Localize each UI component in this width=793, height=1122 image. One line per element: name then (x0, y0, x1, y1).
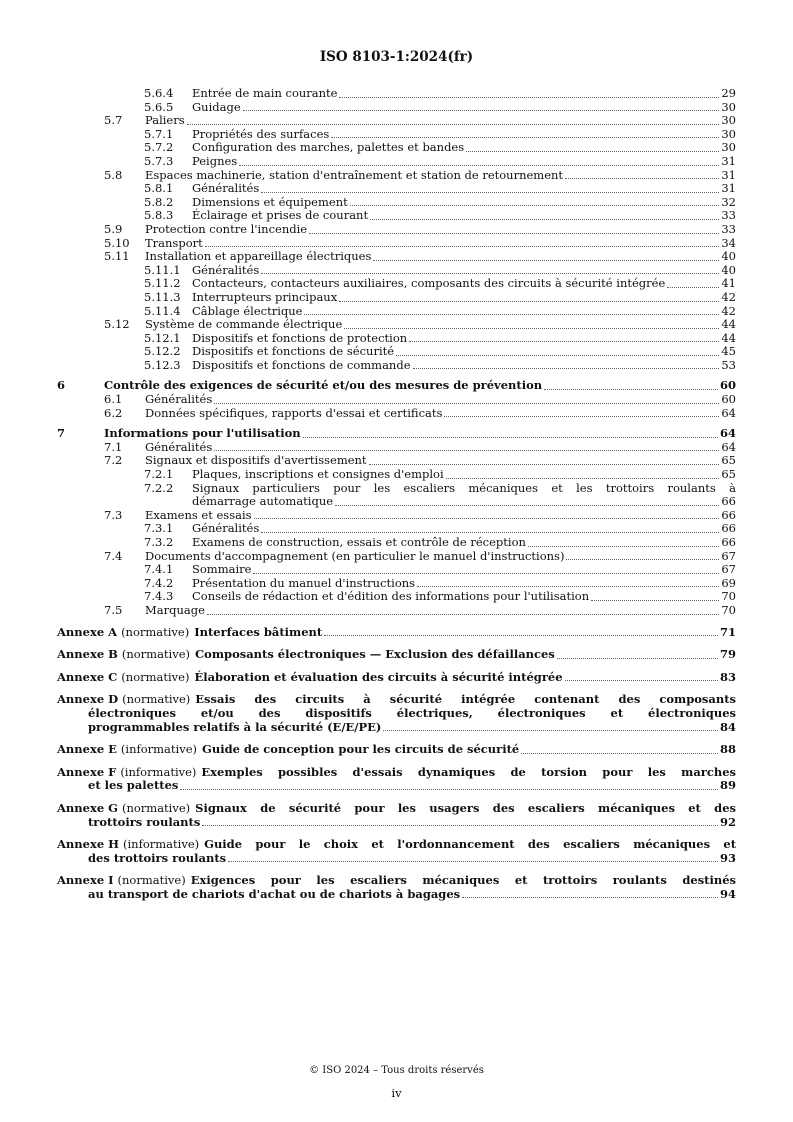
toc-entry-number: 7 (57, 426, 66, 441)
toc-entry-title: Dimensions et équipement (192, 194, 348, 209)
leader-dots (207, 614, 719, 615)
annex-type: (normative) (121, 624, 190, 639)
toc-entry[interactable] (57, 114, 736, 128)
toc-entry-page: 34 (721, 235, 736, 250)
toc-entry-title: Marquage (145, 602, 205, 617)
toc-entry-title: Contrôle des exigences de sécurité et/ou des mesures de prévention (104, 378, 543, 393)
toc-entry[interactable] (57, 209, 736, 223)
toc-entry[interactable] (57, 590, 736, 604)
toc-entry-title: Guidage (192, 99, 241, 114)
leader-dots (261, 532, 719, 533)
toc-entry-title: Protection contre l'incendie (145, 221, 308, 236)
toc-entry-title: Généralités (145, 439, 213, 454)
annex-entry[interactable] (57, 693, 736, 734)
toc-entry-number: 5.8.3 (144, 208, 174, 223)
toc-entry-number: 5.6.5 (144, 99, 174, 114)
leader-dots (324, 635, 718, 636)
toc-entry-page: 31 (721, 167, 736, 182)
annex-type: (informative) (120, 742, 198, 757)
annex-entry[interactable] (57, 766, 736, 793)
toc-entry[interactable] (57, 563, 736, 577)
toc-entry-number: 7.3 (104, 507, 123, 522)
toc-entry-page: 44 (721, 330, 736, 345)
leader-dots (228, 861, 718, 862)
toc-entry[interactable] (57, 196, 736, 210)
leader-dots (303, 437, 718, 438)
toc-entry[interactable] (57, 379, 736, 393)
annex-label: Annexe F (57, 764, 117, 779)
toc-entry-page: 42 (721, 289, 736, 304)
toc-entry-page: 66 (721, 507, 736, 522)
toc-entry-page: 64 (721, 405, 736, 420)
leader-dots (180, 789, 718, 790)
leader-dots (344, 328, 719, 329)
toc-entry-title: Examens et essais (145, 507, 252, 522)
toc-entry-number: 7.2.2 (144, 480, 174, 495)
toc-entry-title: Installation et appareillage électriques (145, 249, 372, 264)
toc-entry-title: Conseils de rédaction et d'édition des informations pour l'utilisation (192, 589, 590, 604)
annex-title: Guide de conception pour les circuits de sécurité (202, 742, 520, 757)
leader-dots (521, 753, 718, 754)
annex-page: 83 (719, 669, 736, 684)
toc-entry-title: Signaux particuliers pour les escaliers mécaniques et les trottoirs roulants à (192, 480, 736, 495)
annex-title: au transport de chariots d'achat ou de chariots à bagages (88, 886, 461, 901)
annex-page: 88 (719, 742, 736, 757)
leader-dots (373, 260, 719, 261)
toc-entry-page: 44 (721, 317, 736, 332)
leader-dots (214, 403, 719, 404)
annex-title: Élaboration et évaluation des circuits à sécurité intégrée (194, 669, 563, 684)
toc-entry-number: 6.2 (104, 405, 123, 420)
toc-entry[interactable] (57, 522, 736, 536)
toc-entry[interactable] (57, 482, 736, 509)
annex-entry[interactable] (57, 838, 736, 865)
toc-entry[interactable] (57, 427, 736, 441)
annex-entry[interactable] (57, 648, 736, 662)
toc-entry-number: 5.9 (104, 221, 123, 236)
toc-entry-number: 5.11.4 (144, 303, 181, 318)
toc-entry-title: Plaques, inscriptions et consignes d'emploi (192, 467, 444, 482)
toc-entry-number: 5.7.3 (144, 153, 174, 168)
toc-entry[interactable] (57, 318, 736, 332)
leader-dots (339, 97, 719, 98)
toc-entry-number: 7.5 (104, 602, 123, 617)
toc-entry-page: 66 (721, 535, 736, 549)
annex-title: trottoirs roulants (88, 814, 201, 829)
toc-entry-page: 30 (721, 126, 736, 141)
toc-entry-title: Signaux et dispositifs d'avertissement (145, 453, 367, 468)
toc-entry-page: 29 (721, 86, 736, 100)
toc-entry[interactable] (57, 169, 736, 183)
toc-entry-page: 41 (721, 276, 736, 291)
toc-entry-number: 5.11.1 (144, 262, 181, 277)
toc-entry-page: 60 (719, 378, 736, 393)
toc-entry-page: 65 (721, 453, 736, 468)
annex-label: Annexe A (57, 624, 118, 639)
annex-title: Interfaces bâtiment (194, 624, 323, 639)
annex-type: (normative) (121, 647, 191, 662)
leader-dots (557, 658, 718, 659)
toc-entry[interactable] (57, 550, 736, 564)
toc-entry-number: 5.10 (104, 235, 130, 250)
toc-entry[interactable] (57, 393, 736, 407)
annex-label: Annexe H (57, 837, 120, 852)
annex-title: Essais des circuits à sécurité intégrée contenant des composants (195, 692, 736, 707)
toc-entry-title: Éclairage et prises de courant (192, 208, 369, 223)
toc-entry-page: 30 (721, 99, 736, 114)
toc-entry-number: 7.4.2 (144, 575, 174, 590)
toc-entry[interactable] (57, 468, 736, 482)
toc-entry-number: 5.12 (104, 317, 130, 332)
annex-title: Exigences pour les escaliers mécaniques et trottoirs roulants destinés (190, 873, 736, 888)
annex-entry[interactable] (57, 743, 736, 757)
leader-dots (413, 368, 720, 369)
annex-label: Annexe G (57, 800, 118, 815)
toc-entry-page: 33 (721, 221, 736, 236)
toc-entry[interactable] (57, 305, 736, 319)
toc-entry-page: 64 (719, 426, 736, 441)
leader-dots (444, 416, 719, 417)
toc-entry[interactable] (57, 345, 736, 359)
leader-dots (304, 314, 719, 315)
annex-type: (normative) (122, 692, 191, 707)
annex-entry[interactable] (57, 626, 736, 640)
toc-entry-page: 42 (721, 303, 736, 318)
toc-entry-title: Généralités (192, 181, 260, 196)
toc-entry-number: 6 (57, 378, 66, 393)
leader-dots (202, 825, 718, 826)
leader-dots (239, 165, 719, 166)
toc-entry-title: Informations pour l'utilisation (104, 426, 301, 441)
toc-entry-title: Dispositifs et fonctions de protection (192, 330, 408, 345)
toc-entry-page: 64 (721, 439, 736, 454)
annex-type: (informative) (120, 764, 197, 779)
toc-entry[interactable] (57, 182, 736, 196)
leader-dots (331, 137, 719, 138)
page-number: iv (391, 1086, 402, 1100)
toc-entry[interactable] (57, 332, 736, 346)
toc-entry-page: 60 (721, 392, 736, 407)
annex-title: électroniques et/ou des dispositifs électriques, électroniques et électroniques (88, 705, 736, 720)
toc-entry[interactable] (57, 141, 736, 155)
toc-entry-page: 40 (721, 262, 736, 277)
toc-entry-title-cont: démarrage automatique (192, 494, 334, 509)
leader-dots (446, 478, 720, 479)
toc-entry-page: 70 (721, 602, 736, 617)
leader-dots (339, 301, 719, 302)
toc-entry-number: 5.11 (104, 249, 130, 264)
leader-dots (528, 546, 719, 547)
leader-dots (309, 233, 719, 234)
toc-entry-title: Espaces machinerie, station d'entraînement et station de retournement (145, 167, 564, 182)
leader-dots (667, 287, 719, 288)
annex-label: Annexe C (57, 669, 118, 684)
leader-dots (350, 205, 720, 206)
annex-title: des trottoirs roulants (88, 850, 227, 865)
toc-entry-number: 5.11.2 (144, 276, 181, 291)
toc-entry-number: 5.7.1 (144, 126, 174, 141)
toc-entry-page: 32 (721, 194, 736, 209)
toc-entry-page: 67 (721, 562, 736, 577)
toc-entry-number: 6.1 (104, 392, 123, 407)
toc-entry-number: 7.4.3 (144, 589, 174, 604)
toc-entry-number: 7.3.2 (144, 535, 174, 549)
leader-dots (544, 389, 718, 390)
annex-page: 94 (719, 886, 736, 901)
annex-entry[interactable] (57, 802, 736, 829)
toc-entry-page: 31 (721, 181, 736, 196)
toc-entry-number: 5.12.3 (144, 357, 181, 372)
leader-dots (369, 464, 720, 465)
toc-entry-number: 5.6.4 (144, 86, 174, 100)
annex-type: (informative) (123, 837, 200, 852)
annex-title: Exemples possibles d'essais dynamiques de torsion pour les marches (201, 764, 736, 779)
leader-dots (253, 573, 719, 574)
toc-entry-number: 5.7.2 (144, 140, 174, 155)
toc-entry-title: Entrée de main courante (192, 86, 338, 100)
leader-dots (409, 341, 719, 342)
toc-entry-page: 33 (721, 208, 736, 223)
toc-entry[interactable] (57, 604, 736, 618)
annex-label: Annexe D (57, 692, 119, 707)
annex-label: Annexe E (57, 742, 117, 757)
toc-entry[interactable] (57, 359, 736, 373)
table-of-contents (57, 87, 736, 901)
leader-dots (462, 897, 718, 898)
toc-entry-page: 31 (721, 153, 736, 168)
toc-entry-number: 7.2.1 (144, 467, 174, 482)
toc-entry-title: Données spécifiques, rapports d'essai et certificats (145, 405, 443, 420)
toc-entry-title: Paliers (145, 113, 185, 128)
toc-entry[interactable] (57, 291, 736, 305)
annex-type: (normative) (117, 873, 186, 888)
annex-page: 79 (719, 647, 736, 662)
toc-entry-title: Système de commande électrique (145, 317, 343, 332)
leader-dots (383, 730, 718, 731)
annex-title: Guide pour le choix et l'ordonnancement des escaliers mécaniques et (204, 837, 736, 852)
annex-page: 71 (719, 624, 736, 639)
toc-entry-title: Généralités (192, 521, 260, 536)
document-header: ISO 8103-1:2024(fr) (319, 49, 474, 65)
toc-entry-page: 40 (721, 249, 736, 264)
leader-dots (205, 246, 720, 247)
annex-title: et les palettes (88, 778, 179, 793)
toc-entry[interactable] (57, 577, 736, 591)
leader-dots (396, 355, 719, 356)
annex-page: 84 (719, 719, 736, 734)
toc-entry-number: 7.4 (104, 548, 123, 563)
toc-entry-page: 67 (721, 548, 736, 563)
leader-dots (466, 151, 719, 152)
toc-entry-number: 5.12.2 (144, 344, 181, 359)
toc-entry-page: 53 (721, 357, 736, 372)
toc-entry-title: Contacteurs, contacteurs auxiliaires, composants des circuits à sécurité intégrée (192, 276, 666, 291)
toc-entry[interactable] (57, 277, 736, 291)
leader-dots (254, 518, 720, 519)
annex-page: 93 (719, 850, 736, 865)
annex-entry[interactable] (57, 671, 736, 685)
toc-entry[interactable] (57, 101, 736, 115)
toc-entry-page: 66 (721, 494, 736, 509)
toc-entry-title: Dispositifs et fonctions de commande (192, 357, 411, 372)
annex-entry[interactable] (57, 874, 736, 901)
toc-entry-number: 5.7 (104, 113, 123, 128)
annex-label: Annexe I (57, 873, 114, 888)
toc-entry[interactable] (57, 264, 736, 278)
annex-type: (normative) (121, 800, 191, 815)
toc-entry-title: Généralités (145, 392, 213, 407)
toc-entry-number: 5.11.3 (144, 289, 181, 304)
toc-entry[interactable] (57, 407, 736, 421)
toc-entry-title: Câblage électrique (192, 303, 303, 318)
toc-entry-title: Configuration des marches, palettes et bandes (192, 140, 465, 155)
toc-entry[interactable] (57, 128, 736, 142)
leader-dots (417, 586, 719, 587)
leader-dots (214, 450, 719, 451)
toc-entry[interactable] (57, 441, 736, 455)
leader-dots (261, 192, 719, 193)
toc-entry-title: Propriétés des surfaces (192, 126, 330, 141)
toc-entry[interactable] (57, 223, 736, 237)
toc-entry-page: 69 (721, 575, 736, 590)
leader-dots (591, 600, 719, 601)
toc-entry-number: 5.8.2 (144, 194, 174, 209)
leader-dots (243, 110, 720, 111)
toc-entry-number: 5.12.1 (144, 330, 181, 345)
toc-entry[interactable] (57, 509, 736, 523)
annex-page: 92 (719, 814, 736, 829)
copyright-footer: © ISO 2024 – Tous droits réservés (309, 1065, 484, 1076)
annex-title: programmables relatifs à la sécurité (E/E/PE) (88, 719, 382, 734)
toc-entry[interactable] (57, 87, 736, 101)
toc-entry[interactable] (57, 237, 736, 251)
toc-entry-number: 5.8.1 (144, 181, 174, 196)
toc-entry-page: 30 (721, 140, 736, 155)
leader-dots (335, 505, 719, 506)
toc-entry[interactable] (57, 536, 736, 550)
annex-type: (normative) (121, 669, 190, 684)
toc-entry[interactable] (57, 250, 736, 264)
toc-entry-page: 66 (721, 521, 736, 536)
toc-entry-page: 30 (721, 113, 736, 128)
toc-entry-title: Documents d'accompagnement (en particulier le manuel d'instructions) (145, 548, 565, 563)
toc-entry-title: Généralités (192, 262, 260, 277)
toc-entry-title: Présentation du manuel d'instructions (192, 575, 416, 590)
toc-entry-page: 70 (721, 589, 736, 604)
toc-entry-page: 65 (721, 467, 736, 482)
toc-entry-title: Transport (145, 235, 203, 250)
annex-title: Signaux de sécurité pour les usagers des escaliers mécaniques et des (195, 800, 736, 815)
leader-dots (187, 124, 720, 125)
toc-entry-number: 7.1 (104, 439, 123, 454)
annex-page: 89 (719, 778, 736, 793)
leader-dots (566, 559, 719, 560)
toc-entry-title: Sommaire (192, 562, 252, 577)
leader-dots (370, 219, 719, 220)
toc-entry-title: Peignes (192, 153, 238, 168)
toc-entry-number: 7.4.1 (144, 562, 174, 577)
toc-entry-title: Examens de construction, essais et contrôle de réception (192, 535, 526, 549)
toc-entry[interactable] (57, 454, 736, 468)
toc-entry-number: 7.2 (104, 453, 123, 468)
leader-dots (565, 680, 718, 681)
toc-entry-title: Dispositifs et fonctions de sécurité (192, 344, 395, 359)
leader-dots (565, 178, 719, 179)
toc-entry-title: Interrupteurs principaux (192, 289, 338, 304)
annex-label: Annexe B (57, 647, 118, 662)
leader-dots (261, 273, 719, 274)
toc-entry[interactable] (57, 155, 736, 169)
annex-title: Composants électroniques — Exclusion des défaillances (195, 647, 555, 662)
toc-entry-page: 45 (721, 344, 736, 359)
toc-entry-number: 5.8 (104, 167, 123, 182)
toc-entry-number: 7.3.1 (144, 521, 174, 536)
